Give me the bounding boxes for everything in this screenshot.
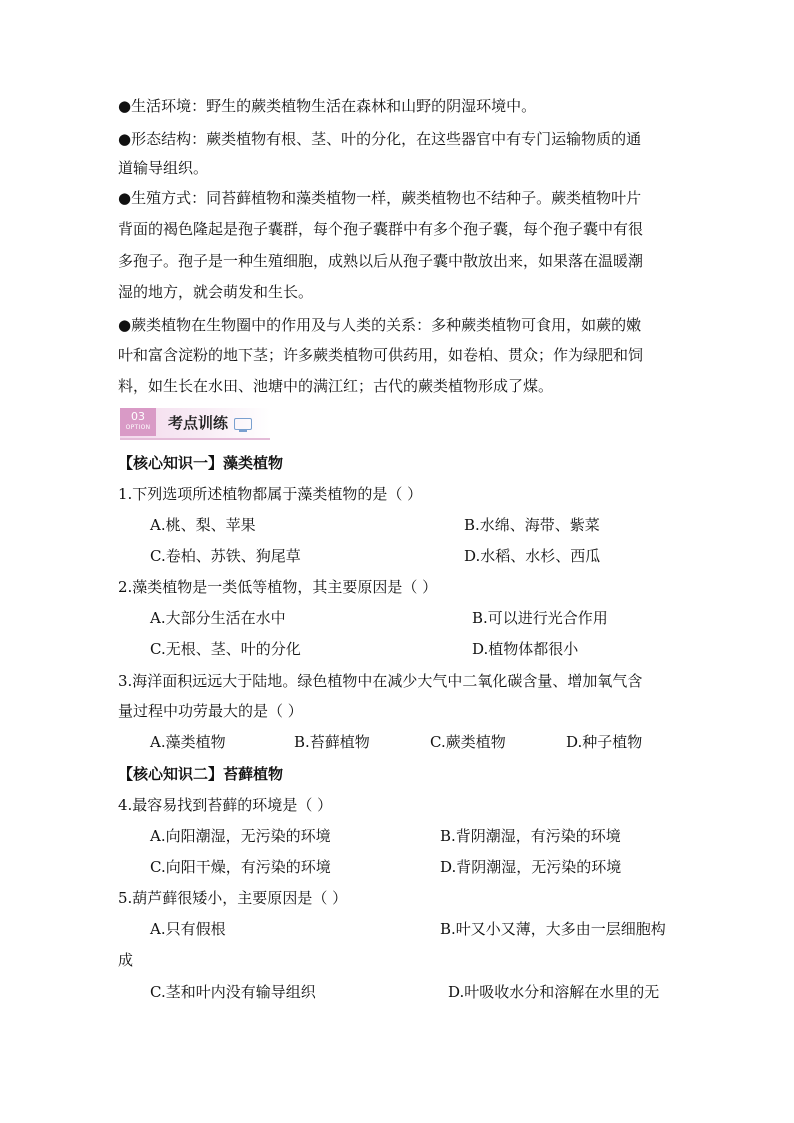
- q3-option-c: C.蕨类植物: [430, 733, 506, 751]
- q1-option-a: A.桃、梨、苹果: [150, 516, 256, 534]
- q5-stem: 5.葫芦藓很矮小，主要原因是（ ）: [118, 889, 348, 907]
- q2-stem: 2.藻类植物是一类低等植物，其主要原因是（ ）: [118, 578, 438, 596]
- q5-option-d: D.叶吸收水分和溶解在水里的无: [448, 983, 660, 1001]
- q2-option-b: B.可以进行光合作用: [472, 609, 608, 627]
- q4-option-c: C.向阳干燥，有污染的环境: [150, 858, 331, 876]
- q3-option-a: A.藻类植物: [150, 733, 226, 751]
- q2-option-c: C.无根、茎、叶的分化: [150, 640, 301, 658]
- banner-title: 考点训练: [168, 414, 229, 432]
- q3-stem-line-2: 量过程中功劳最大的是（ ）: [118, 702, 303, 720]
- intro-line-6: 多孢子。孢子是一种生殖细胞，成熟以后从孢子囊中散放出来，如果落在温暖潮: [118, 252, 644, 270]
- intro-line-2: ●形态结构：蕨类植物有根、茎、叶的分化，在这些器官中有专门运输物质的通: [118, 130, 642, 148]
- q1-stem: 1.下列选项所述植物都属于藻类植物的是（ ）: [118, 485, 423, 503]
- q2-option-a: A.大部分生活在水中: [150, 609, 286, 627]
- q3-option-d: D.种子植物: [566, 733, 643, 751]
- q2-option-d: D.植物体都很小: [472, 640, 579, 658]
- intro-line-1: ●生活环境：野生的蕨类植物生活在森林和山野的阴湿环境中。: [118, 97, 537, 115]
- intro-line-4: ●生殖方式：同苔藓植物和藻类植物一样，蕨类植物也不结种子。蕨类植物叶片: [118, 189, 642, 207]
- q5-option-b-continued: 成: [118, 951, 134, 969]
- section-heading-2: 【核心知识二】苔藓植物: [118, 765, 284, 783]
- intro-line-7: 湿的地方，就会萌发和生长。: [118, 283, 314, 301]
- q5-option-a: A.只有假根: [150, 920, 226, 938]
- q4-stem: 4.最容易找到苔藓的环境是（ ）: [118, 796, 333, 814]
- q4-option-b: B.背阴潮湿，有污染的环境: [440, 827, 621, 845]
- section-heading-1: 【核心知识一】藻类植物: [118, 454, 284, 472]
- intro-line-8: ●蕨类植物在生物圈中的作用及与人类的关系：多种蕨类植物可食用，如蕨的嫩: [118, 316, 642, 334]
- q4-option-a: A.向阳潮湿，无污染的环境: [150, 827, 331, 845]
- section-banner: [120, 408, 270, 438]
- banner-badge: [120, 408, 156, 436]
- q5-option-c: C.茎和叶内没有输导组织: [150, 983, 316, 1001]
- intro-line-10: 料，如生长在水田、池塘中的满江红；古代的蕨类植物形成了煤。: [118, 377, 554, 395]
- q1-option-d: D.水稻、水杉、西瓜: [464, 547, 601, 565]
- q5-option-b: B.叶又小又薄，大多由一层细胞构: [440, 920, 666, 938]
- q1-option-c: C.卷柏、苏铁、狗尾草: [150, 547, 301, 565]
- intro-line-9: 叶和富含淀粉的地下茎；许多蕨类植物可供药用，如卷柏、贯众；作为绿肥和饲: [118, 346, 644, 364]
- q4-option-d: D.背阴潮湿，无污染的环境: [440, 858, 622, 876]
- q1-option-b: B.水绵、海带、紫菜: [464, 516, 600, 534]
- q3-option-b: B.苔藓植物: [294, 733, 370, 751]
- intro-line-5: 背面的褐色隆起是孢子囊群，每个孢子囊群中有多个孢子囊，每个孢子囊中有很: [118, 220, 644, 238]
- q3-stem-line-1: 3.海洋面积远远大于陆地。绿色植物中在减少大气中二氧化碳含量、增加氧气含: [118, 672, 643, 690]
- monitor-icon: [234, 418, 252, 430]
- banner-sub: OPTION: [125, 424, 151, 431]
- monitor-stand-icon: [239, 430, 247, 432]
- banner-number: 03: [131, 410, 145, 423]
- intro-line-3: 道输导组织。: [118, 159, 209, 177]
